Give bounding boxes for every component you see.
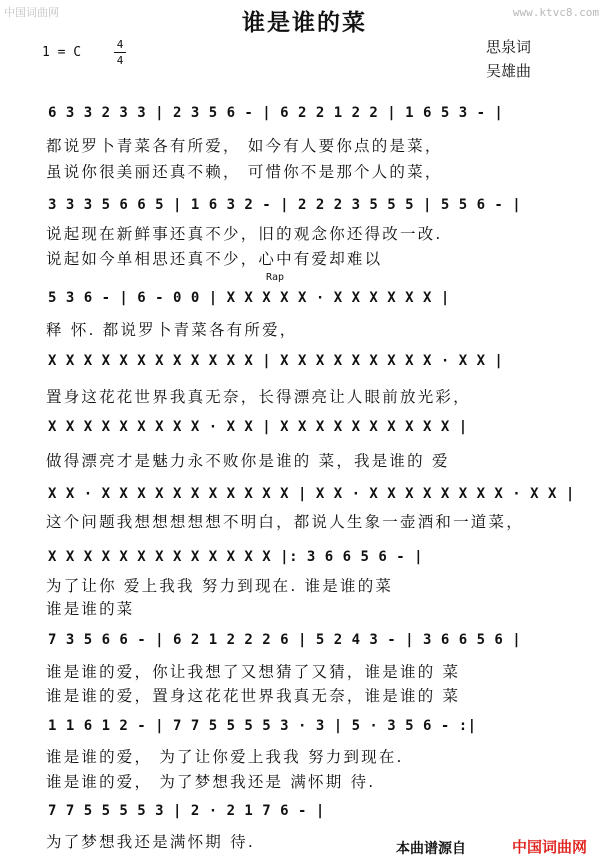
notation-row-6: X X · X X X X X X X X X X X | X X · X X X X X X X X · X X | <box>48 486 575 502</box>
lyric-row-3: 释 怀. 都说罗卜青菜各有所爱， <box>46 321 298 339</box>
rap-label: Rap <box>266 272 285 283</box>
time-bottom: 4 <box>116 54 124 67</box>
source-label: 本曲谱源自 <box>396 841 466 857</box>
lyric-row-1a: 都说罗卜青菜各有所爱， 如今有人要你点的是菜， <box>46 137 443 155</box>
lyric-row-5: 做得漂亮才是魅力永不败你是谁的 菜，我是谁的 爱 <box>46 452 450 470</box>
key-signature: 1 = C <box>42 45 82 60</box>
notation-row-3: 5 3 6 - | 6 - 0 0 | X X X X X · X X X X X X | <box>48 290 450 306</box>
lyric-row-2b: 说起如今单相思还真不少，心中有爱却难以 <box>46 250 383 268</box>
lyric-row-9b: 谁是谁的爱， 为了梦想我还是 满怀期 待. <box>46 773 376 791</box>
notation-row-4: X X X X X X X X X X X X | X X X X X X X X X · X X | <box>48 353 504 369</box>
lyric-row-7b: 谁是谁的菜 <box>46 600 135 618</box>
composer-credit: 吴雄曲 <box>486 62 532 80</box>
lyric-row-10: 为了梦想我还是满怀期 待. <box>46 833 255 851</box>
lyric-row-2a: 说起现在新鲜事还真不少，旧的观念你还得改一改. <box>46 225 443 243</box>
brand-logo-text: 中国词曲网 <box>512 838 588 856</box>
song-title: 谁是谁的菜 <box>242 10 367 36</box>
lyric-row-8b: 谁是谁的爱，置身这花花世界我真无奈，谁是谁的 菜 <box>46 687 461 705</box>
notation-row-8: 7 3 5 6 6 - | 6 2 1 2 2 2 6 | 5 2 4 3 - | 3 6 6 5 6 | <box>48 632 522 648</box>
notation-row-7: X X X X X X X X X X X X X |: 3 6 6 5 6 - | <box>48 549 424 565</box>
time-signature <box>114 38 126 67</box>
lyric-row-1b: 虽说你很美丽还真不赖， 可惜你不是那个人的菜， <box>46 163 443 181</box>
notation-row-2: 3 3 3 5 6 6 5 | 1 6 3 2 - | 2 2 2 3 5 5 5 | 5 5 6 - | <box>48 197 522 213</box>
lyric-row-9a: 谁是谁的爱， 为了让你爱上我我 努力到现在. <box>46 748 404 766</box>
notation-row-9: 1 1 6 1 2 - | 7 7 5 5 5 5 3 · 3 | 5 · 3 5 6 - :| <box>48 718 477 734</box>
notation-row-1: 6 3 3 2 3 3 | 2 3 5 6 - | 6 2 2 1 2 2 | 1 6 5 3 - | <box>48 105 504 121</box>
lyric-row-4: 置身这花花世界我真无奈，长得漂亮让人眼前放光彩， <box>46 388 471 406</box>
lyric-row-7a: 为了让你 爱上我我 努力到现在. 谁是谁的菜 <box>46 577 394 595</box>
lyricist-credit: 思泉词 <box>486 38 532 56</box>
notation-row-10: 7 7 5 5 5 5 3 | 2 · 2 1 7 6 - | <box>48 803 325 819</box>
notation-row-5: X X X X X X X X X · X X | X X X X X X X X X X | <box>48 419 468 435</box>
time-top: 4 <box>116 38 124 51</box>
watermark-right: www.ktvc8.com <box>512 6 599 19</box>
watermark-left: 中国词曲网 <box>4 6 59 19</box>
lyric-row-8a: 谁是谁的爱，你让我想了又想猜了又猜，谁是谁的 菜 <box>46 663 461 681</box>
lyric-row-6: 这个问题我想想想想想不明白，都说人生象一壶酒和一道菜， <box>46 513 524 531</box>
time-divider <box>114 52 126 53</box>
